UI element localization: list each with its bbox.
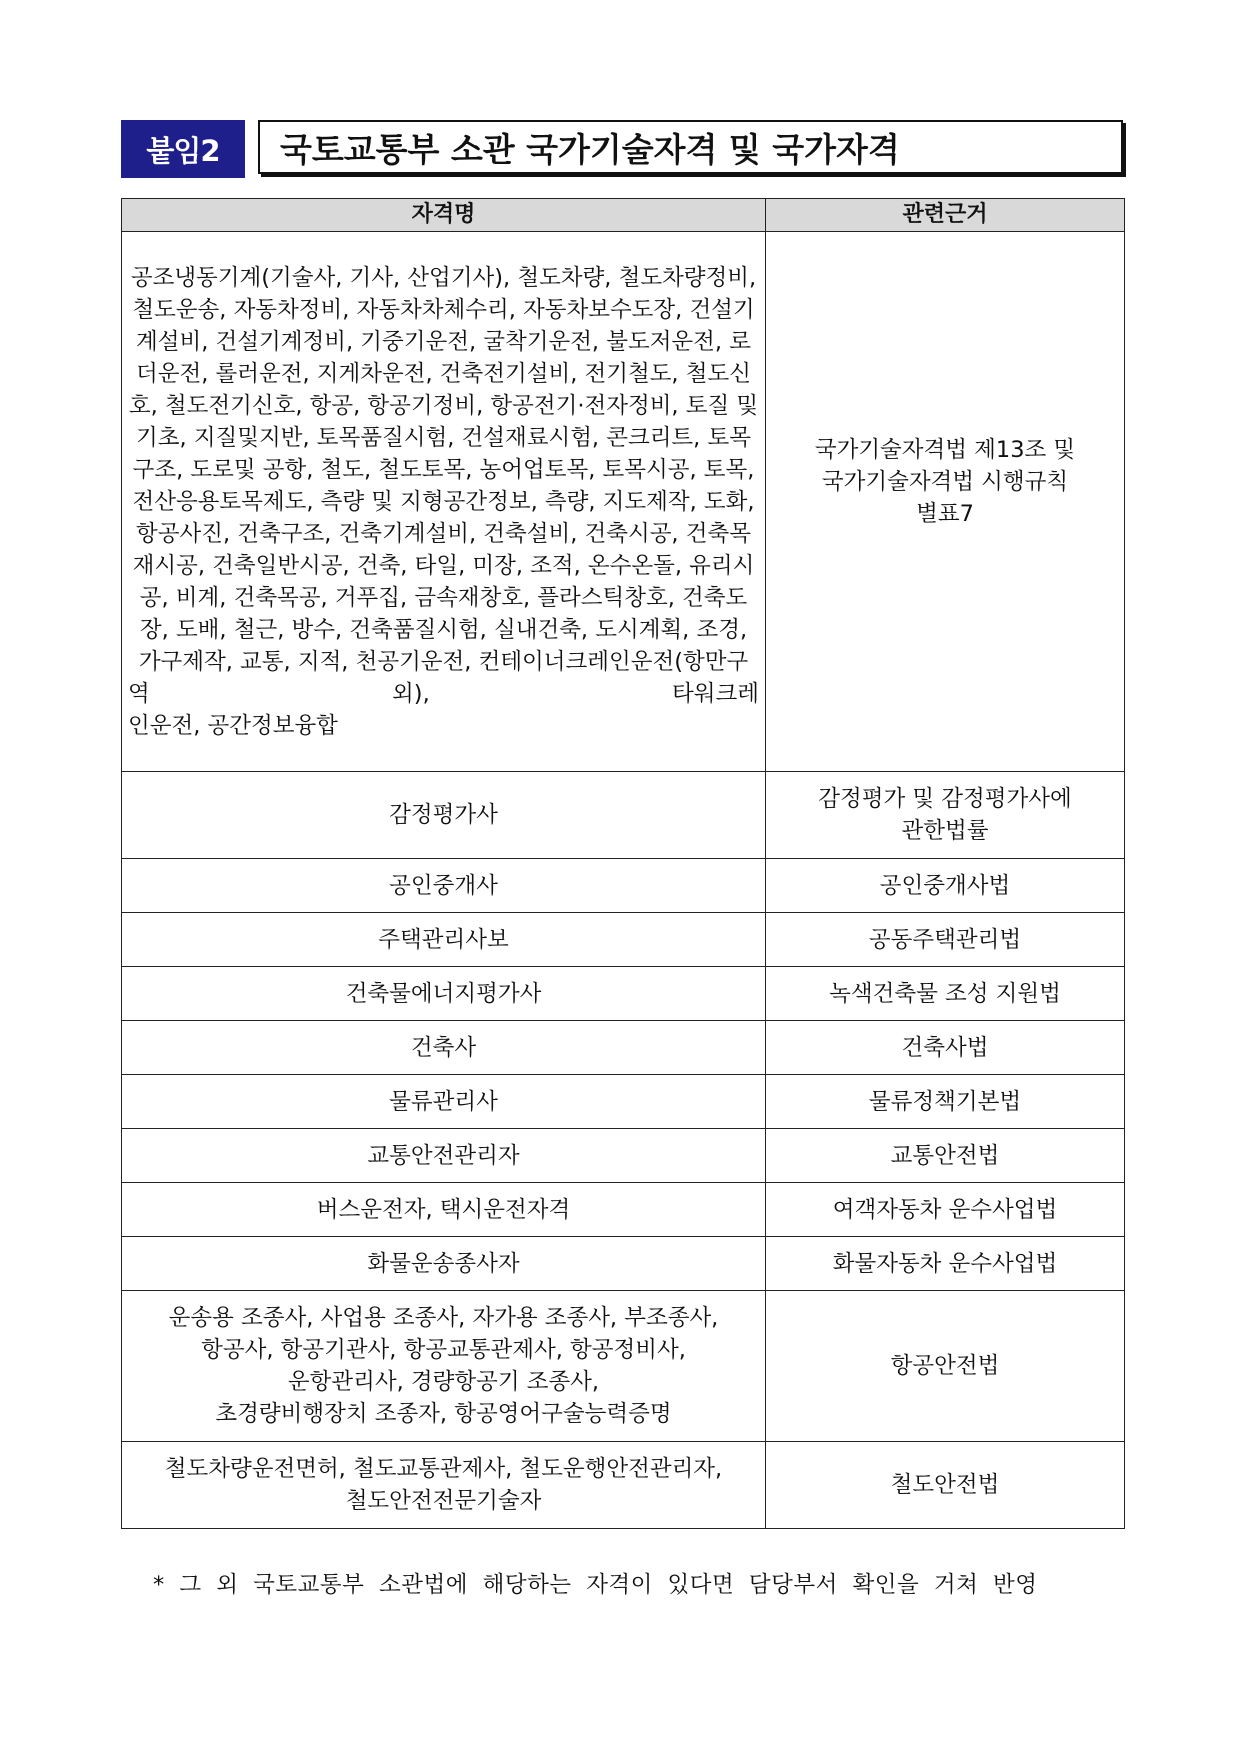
basis-line: 화물자동차 운수사업법 xyxy=(832,1250,1058,1277)
basis-cell xyxy=(766,232,1125,772)
basis-line: 감정평가 및 감정평가사에 xyxy=(818,786,1072,812)
table-row xyxy=(122,1021,1125,1075)
table-row xyxy=(122,1291,1125,1442)
page-header xyxy=(121,120,1127,178)
basis-cell xyxy=(766,1075,1125,1129)
qualification-name-line: 철도차량운전면허, 철도교통관제사, 철도운행안전관리자, xyxy=(164,1456,723,1482)
basis-cell xyxy=(766,913,1125,967)
basis-cell xyxy=(766,1129,1125,1183)
qualification-name-cell xyxy=(122,967,766,1021)
basis-line: 공인중개사법 xyxy=(879,872,1011,899)
qualification-name-line: 운항관리사, 경량항공기 조종사, xyxy=(287,1369,600,1395)
table-row xyxy=(122,1183,1125,1237)
basis-line: 철도안전법 xyxy=(890,1472,1000,1498)
basis-line: 여객자동차 운수사업법 xyxy=(832,1196,1058,1223)
qualification-name-cell xyxy=(122,232,766,772)
qualification-name-cell xyxy=(122,913,766,967)
qualification-name-cell xyxy=(122,1129,766,1183)
qualification-name-line: 항공사, 항공기관사, 항공교통관제사, 항공정비사, xyxy=(201,1337,686,1363)
basis-cell xyxy=(766,1237,1125,1291)
qualification-name-cell xyxy=(122,772,766,859)
table-row xyxy=(122,913,1125,967)
qualification-name-line: 물류관리사 xyxy=(389,1088,498,1115)
table-row xyxy=(122,967,1125,1021)
basis-line: 교통안전법 xyxy=(890,1142,1000,1169)
column-header-name: 자격명 xyxy=(122,199,766,232)
basis-line: 공동주택관리법 xyxy=(868,926,1022,953)
qualification-name-cell xyxy=(122,1021,766,1075)
basis-line: 항공안전법 xyxy=(890,1353,1000,1379)
basis-line: 국가기술자격법 제13조 및 xyxy=(814,436,1076,463)
table-row xyxy=(122,1075,1125,1129)
basis-cell xyxy=(766,1183,1125,1237)
footnote: * 그 외 국토교통부 소관법에 해당하는 자격이 있다면 담당부서 확인을 거쳐 반영 xyxy=(153,1572,1038,1598)
qualification-name-line: 공인중개사 xyxy=(389,872,498,899)
qualification-name-line: 건축물에너지평가사 xyxy=(345,980,542,1007)
qualification-name-line: 감정평가사 xyxy=(389,802,498,828)
qualification-name-cell xyxy=(122,1291,766,1442)
basis-cell xyxy=(766,1442,1125,1529)
qualification-name-line: 화물운송종사자 xyxy=(367,1250,520,1277)
table-row xyxy=(122,859,1125,913)
basis-cell xyxy=(766,772,1125,859)
qualification-name-text: 공조냉동기계(기술사, 기사, 산업기사), 철도차량, 철도차량정비, 철도운송, 자동차정비, 자동차차체수리, 자동차보수도장, 건설기계설비, 건설기계정비, 기중기운전, 굴착기운전, 불도저운전, 로더운전, 롤러운전, 지게차운전, 건축전기설비, 전기철도, 철도신호, 철도전기신호, 항공, 항공기정비, 항공전기·전자정비, 토질 및 기초, 지질및지반, 토목품질시험, 건설재료시험, 콘크리트, 토목구조, 도로및 공항, 철도, 철도토목, 농어업토목, 토목시공, 토목, 전산응용토목제도, 측량 및 지형공간정보, 측량, 지도제작, 도화, 항공사진, 건축구조, 건축기계설비, 건축설비, 건축시공, 건축목재시공, 건축일반시공, 건축, 타일, 미장, 조적, 온수온돌, 유리시공, 비계, 건축목공, 거푸집, 금속재창호, 플라스틱창호, 건축도장, 도배, 철근, 방수, 건축품질시험, 실내건축, 도시계획, 조경, 가구제작, 교통, 지적, 천공기운전, 컨테이너크레인운전(항만구역 외), 타워크레 xyxy=(128,264,759,707)
qualification-name-line: 버스운전자, 택시운전자격 xyxy=(316,1196,571,1223)
table-row xyxy=(122,772,1125,859)
page-title: 국토교통부 소관 국가기술자격 및 국가자격 xyxy=(258,120,1123,174)
basis-cell xyxy=(766,967,1125,1021)
qualification-name-cell xyxy=(122,859,766,913)
basis-cell xyxy=(766,859,1125,913)
table-row xyxy=(122,1129,1125,1183)
basis-line: 물류정책기본법 xyxy=(868,1088,1022,1115)
basis-cell xyxy=(766,1021,1125,1075)
basis-line: 별표7 xyxy=(916,500,974,527)
qualification-name-line: 주택관리사보 xyxy=(378,926,509,953)
table-row xyxy=(122,1442,1125,1529)
qualification-name-line: 운송용 조종사, 사업용 조종사, 자가용 조종사, 부조종사, xyxy=(168,1305,719,1331)
basis-line: 관한법률 xyxy=(901,818,989,844)
basis-cell xyxy=(766,1291,1125,1442)
qualification-name-cell xyxy=(122,1075,766,1129)
qualification-name-line: 교통안전관리자 xyxy=(367,1142,520,1169)
basis-line: 국가기술자격법 시행규칙 xyxy=(821,468,1069,495)
basis-line: 녹색건축물 조성 지원법 xyxy=(829,980,1061,1007)
basis-line: 건축사법 xyxy=(901,1034,989,1061)
table-row xyxy=(122,1237,1125,1291)
qualification-name-cell xyxy=(122,1183,766,1237)
qualification-name-line: 건축사 xyxy=(410,1034,477,1061)
column-header-basis: 관련근거 xyxy=(766,199,1125,232)
qualification-name-line: 초경량비행장치 조종자, 항공영어구술능력증명 xyxy=(215,1401,672,1427)
table-header-row xyxy=(122,199,1125,232)
qualification-name-text-last: 인운전, 공간정보융합 xyxy=(128,712,338,739)
table-row xyxy=(122,232,1125,772)
qualification-table xyxy=(121,198,1125,1529)
attachment-badge: 붙임2 xyxy=(121,120,245,178)
qualification-name-cell xyxy=(122,1237,766,1291)
qualification-name-line: 철도안전전문기술자 xyxy=(345,1488,542,1514)
qualification-name-cell xyxy=(122,1442,766,1529)
